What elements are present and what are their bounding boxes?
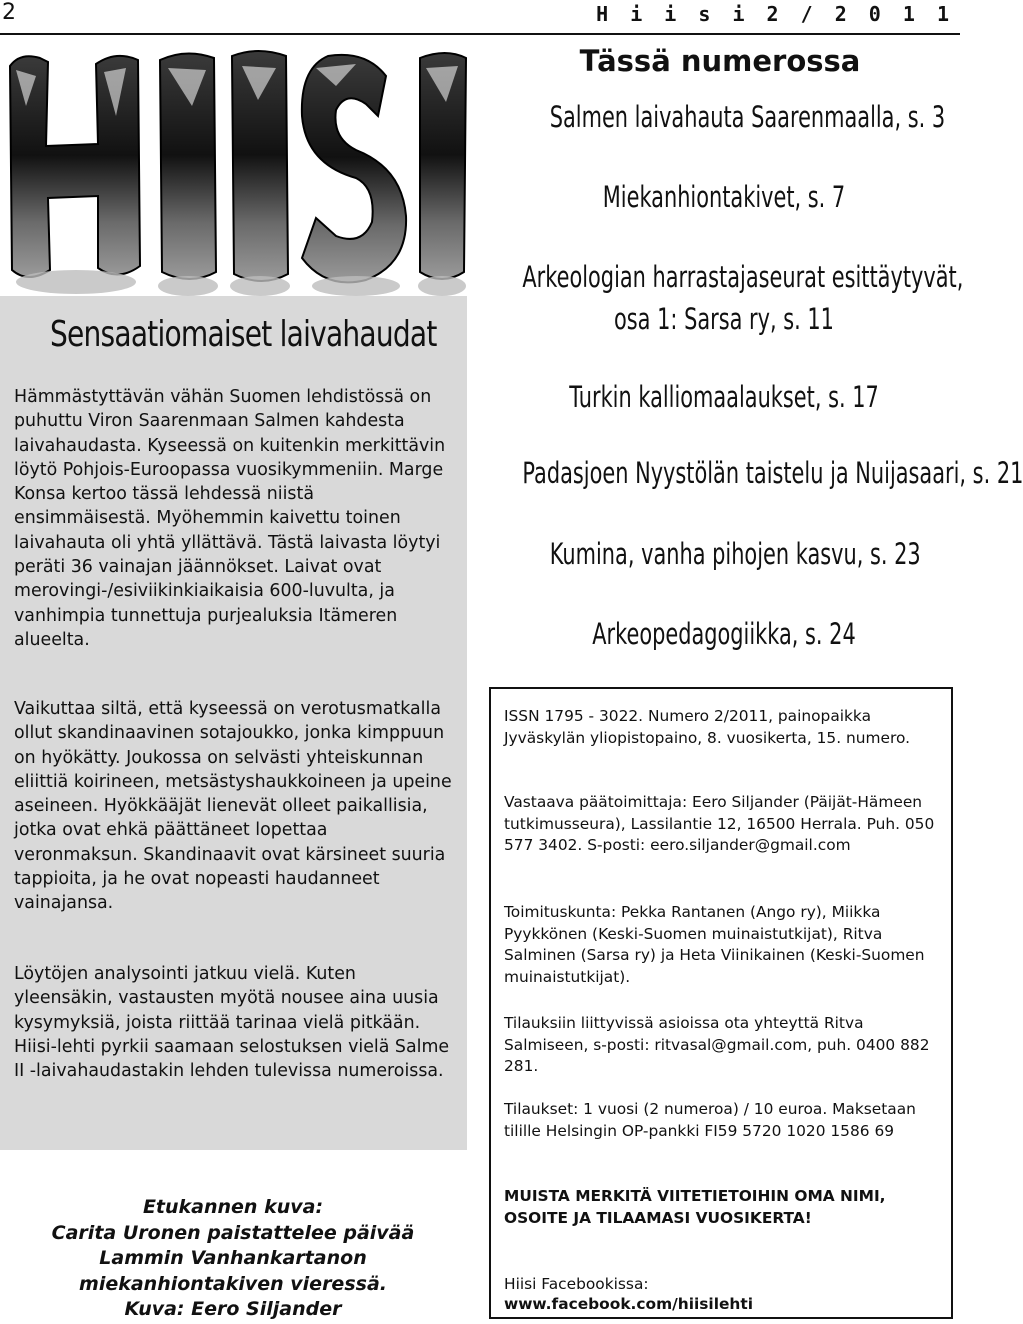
info-paragraph: ISSN 1795 - 3022. Numero 2/2011, painopaikka Jyväskylän yliopistopaino, 8. vuosikerta, 15. numero. xyxy=(504,707,910,747)
toc-item: Turkin kalliomaalaukset, s. 17 xyxy=(569,380,879,414)
hiisi-logo xyxy=(6,46,468,302)
feature-paragraph: Hämmästyttävän vähän Suomen lehdistössä on puhuttu Viron Saarenmaan Salmen kahdesta laivahaudasta. Kyseessä on kuitenkin merkittävin löytö Pohjois-Euroopassa vuosikymmeniin. Marge Konsa kertoo tässä lehdessä niistä ensimmäisestä. Myöhemmin kaivettu toinen laivahauta oli yhtä yllättävä. Tästä laivasta löytyi peräti 36 vainajan jäännökset. Laivat ovat merovingi-/esiviikinkiaikaisia 600-luvulta, ja vanhimpia tunnettuja purjealuksia Itämeren alueelta. xyxy=(14,387,446,650)
facebook-link[interactable]: www.facebook.com/hiisilehti xyxy=(504,1295,754,1313)
toc-item: Arkeopedagogiikka, s. 24 xyxy=(592,617,856,651)
info-paragraph: Tilauksiin liittyvissä asioissa ota yhteyttä Ritva Salmiseen, s-posti: ritvasal@gmail.com, puh. 0400 882 281. xyxy=(504,1014,930,1075)
page-number: 2 xyxy=(2,0,16,25)
feature-paragraph: Vaikuttaa siltä, että kyseessä on verotusmatkalla ollut skandinaavinen sotajoukko, jonka kimppuun on hyökätty. Joukossa on selvästi yhteiskunnan eliittiä koirineen, metsästyshaukkoineen ja upeine aseineen. Hyökkääjät lienevät olleet paikallisia, jotka ovat ehkä päättäneet lopettaa veronmaksun. Skandinaavit ovat kärsineet suuria tappioita, ja he ovat nopeasti haudanneet vainajansa. xyxy=(14,699,452,914)
caption-line: Lammin Vanhankartanon xyxy=(99,1247,367,1269)
info-paragraph: Toimituskunta: Pekka Rantanen (Ango ry), Miikka Pyykkönen (Keski-Suomen muinaistutkijat), Ritva Salminen (Sarsa ry) ja Heta Viinikainen (Keski-Suomen muinaistutkijat). xyxy=(504,903,925,986)
toc-item-line: osa 1: Sarsa ry, s. 11 xyxy=(614,302,834,336)
cover-caption xyxy=(16,1195,450,1323)
caption-line: Kuva: Eero Siljander xyxy=(124,1298,342,1320)
caption-line: Etukannen kuva: xyxy=(142,1196,324,1218)
issue-label: H i i s i 2 / 2 0 1 1 xyxy=(596,2,954,26)
caption-line: miekanhiontakiven vieressä. xyxy=(79,1272,387,1295)
toc-item: Miekanhiontakivet, s. 7 xyxy=(602,180,846,214)
info-paragraph: Tilaukset: 1 vuosi (2 numeroa) / 10 euroa. Maksetaan tilille Helsingin OP-pankki FI59 5720 1020 1586 69 xyxy=(504,1100,916,1140)
toc-item-line: Arkeologian harrastajaseurat esittäytyvät, xyxy=(522,260,964,294)
caption-line: Carita Uronen paistattelee päivää xyxy=(51,1221,415,1244)
toc-item: Kumina, vanha pihojen kasvu, s. 23 xyxy=(549,537,921,571)
toc-item xyxy=(522,256,964,340)
toc-heading: Tässä numerossa xyxy=(579,44,861,78)
feature-paragraph: Löytöjen analysointi jatkuu vielä. Kuten yleensäkin, vastausten myötä nousee aina uusia kysymyksiä, joista riittää tarinaa vielä pitkään. Hiisi-lehti pyrkii saamaan selostuksen vielä Salme II -laivahaudastakin lehden tulevissa numeroissa. xyxy=(14,964,450,1082)
facebook-label: Hiisi Facebookissa: xyxy=(504,1275,649,1293)
info-reminder: MUISTA MERKITÄ VIITETIETOIHIN OMA NIMI, OSOITE JA TILAAMASI VUOSIKERTA! xyxy=(504,1187,886,1227)
feature-title: Sensaatiomaiset laivahaudat xyxy=(50,314,437,355)
info-paragraph: Vastaava päätoimittaja: Eero Siljander (Päijät-Hämeen tutkimusseura), Lassilantie 12, 16500 Herrala. Puh. 050 577 3402. S-posti: eero.siljander@gmail.com xyxy=(504,793,935,854)
toc-item: Padasjoen Nyystölän taistelu ja Nuijasaari, s. 21 xyxy=(522,456,1023,490)
toc-item: Salmen laivahauta Saarenmaalla, s. 3 xyxy=(549,100,946,134)
header-rule xyxy=(0,33,960,35)
